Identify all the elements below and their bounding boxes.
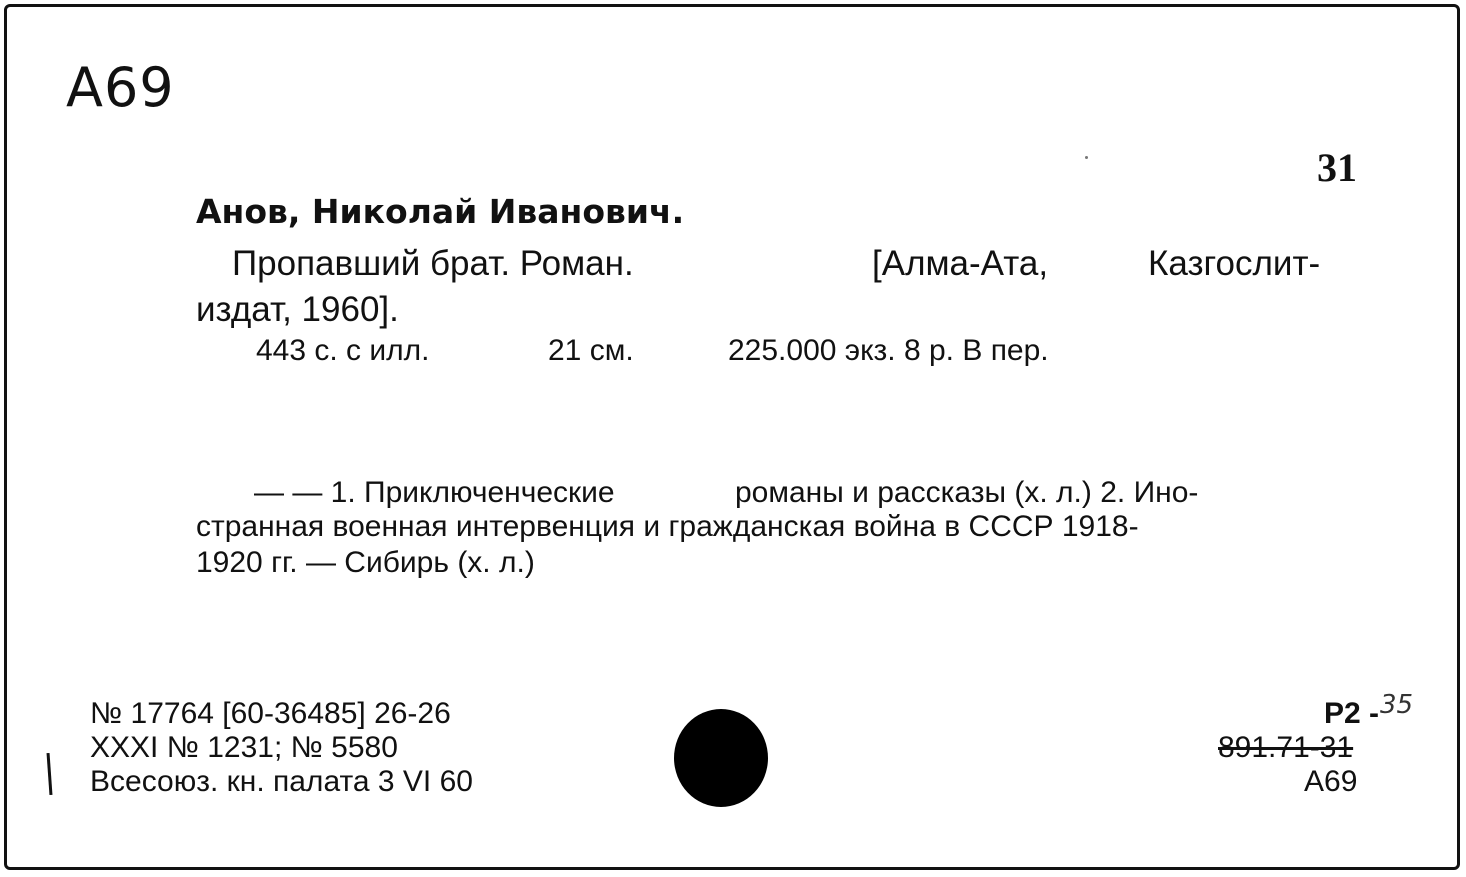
card-punch-hole bbox=[674, 709, 768, 807]
subjects-line-1-right: романы и рассказы (х. л.) 2. Ино- bbox=[735, 476, 1199, 509]
speck-mark bbox=[1085, 156, 1088, 159]
handwritten-shelf-code: A69 bbox=[66, 56, 175, 119]
subjects-line-1-left: — — 1. Приключенческие bbox=[254, 476, 615, 509]
series-number: XXXI № 1231; № 5580 bbox=[90, 731, 398, 764]
classification-code: Р2 - bbox=[1324, 697, 1380, 730]
author-heading: Анов, Николай Иванович. bbox=[196, 192, 685, 231]
handwritten-class-suffix: 35 bbox=[1380, 690, 1414, 720]
author-mark: А69 bbox=[1304, 765, 1358, 798]
subjects-line-3: 1920 гг. — Сибирь (х. л.) bbox=[196, 546, 535, 579]
card-number: 31 bbox=[1317, 145, 1357, 190]
pages-info: 443 с. с илл. bbox=[256, 334, 430, 367]
size-info: 21 см. bbox=[548, 334, 634, 367]
subjects-line-2: странная военная интервенция и гражданская война в СССР 1918- bbox=[196, 510, 1139, 543]
title-line-2: издат, 1960]. bbox=[196, 290, 399, 329]
title-line-1: Пропавший брат. Роман. bbox=[232, 244, 634, 283]
registration-number: № 17764 [60-36485] 26-26 bbox=[90, 697, 451, 730]
chamber-info: Всесоюз. кн. палата 3 VI 60 bbox=[90, 765, 473, 798]
publisher-name-part: Казгослит- bbox=[1148, 244, 1321, 283]
struck-udc-code: 891.71-31 bbox=[1218, 731, 1354, 764]
publisher-place: [Алма-Ата, bbox=[872, 244, 1049, 283]
print-run-info: 225.000 экз. 8 р. В пер. bbox=[728, 334, 1049, 367]
